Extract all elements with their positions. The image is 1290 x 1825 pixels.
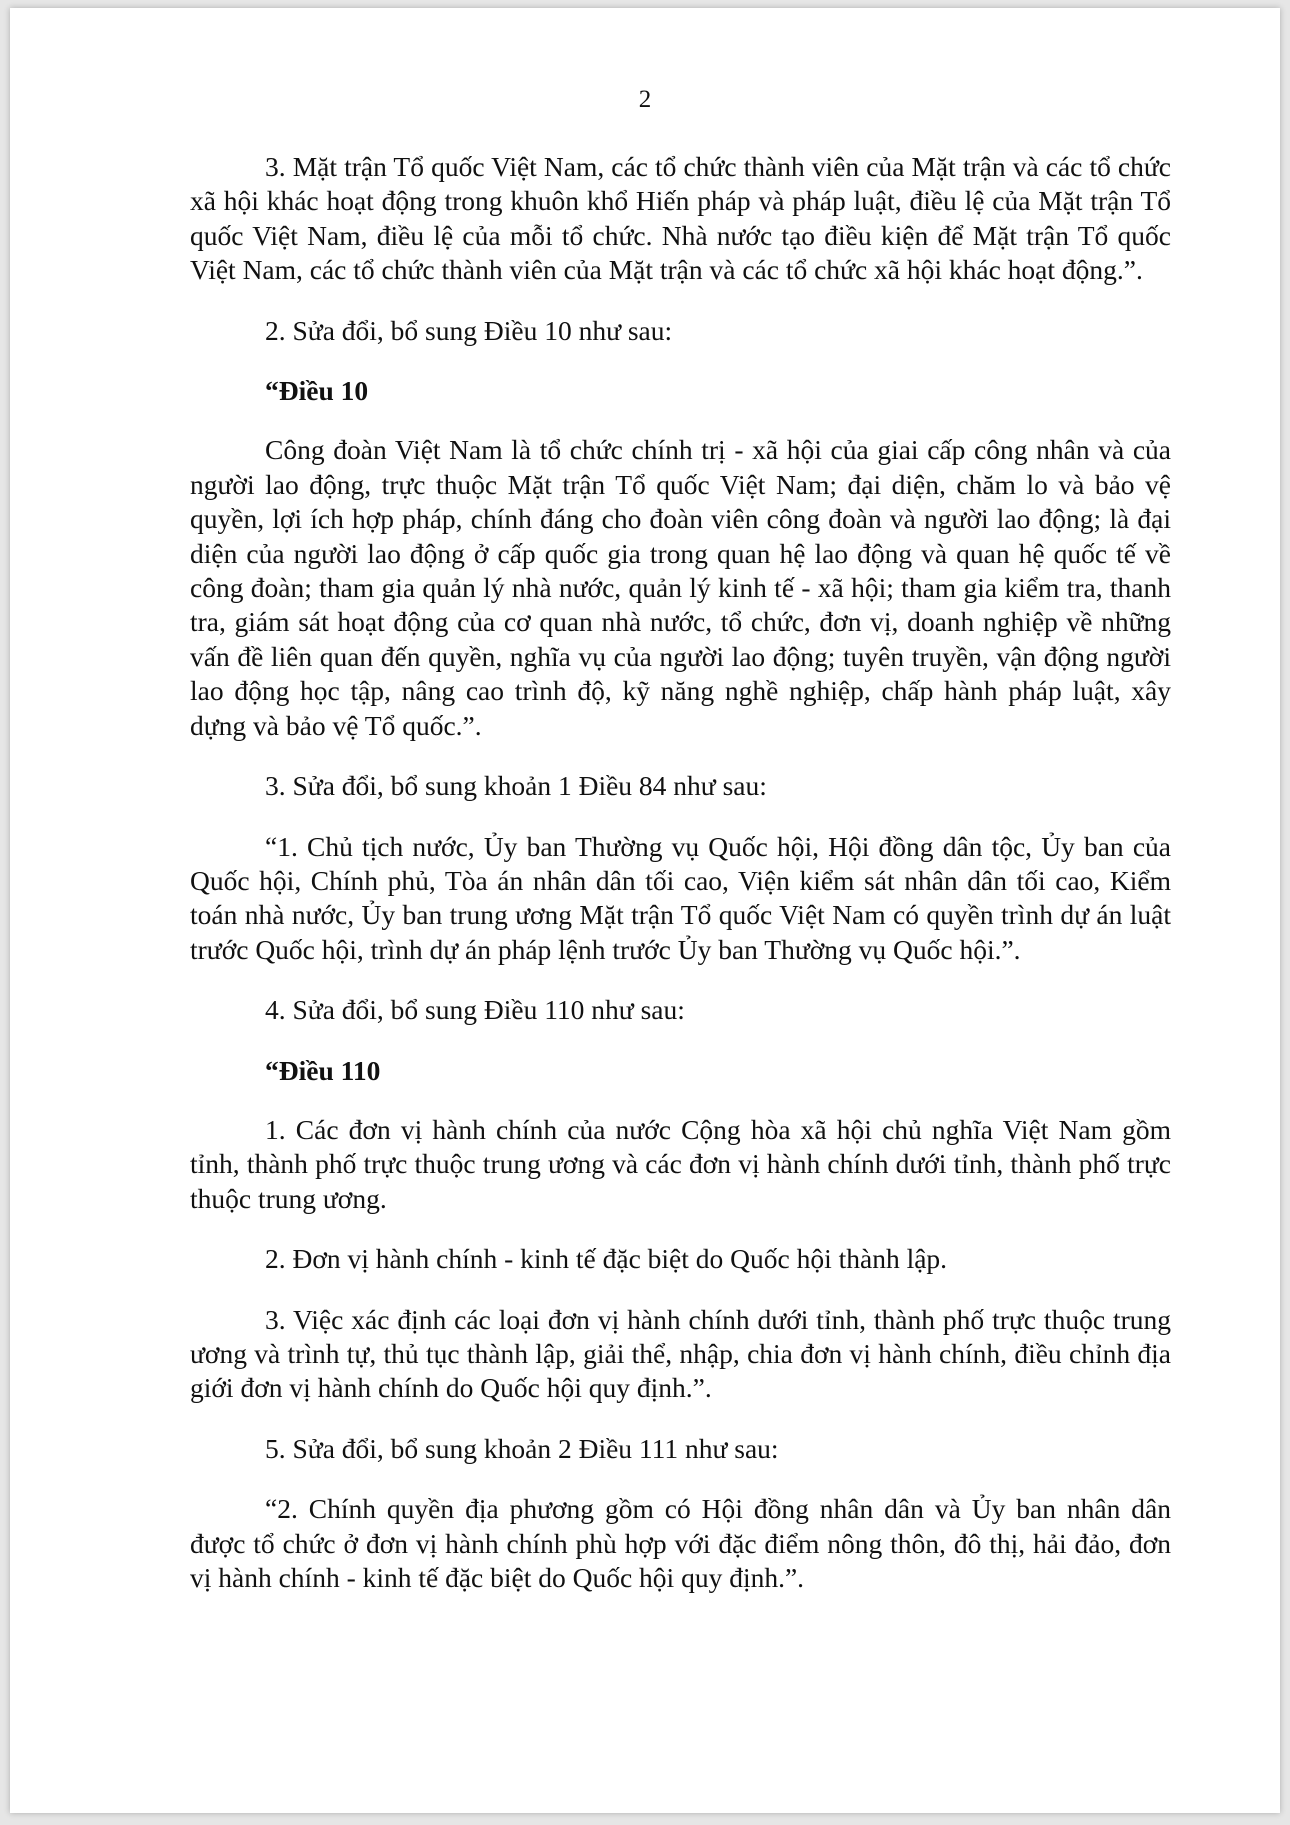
article-heading-10: “Điều 10	[265, 375, 369, 407]
paragraph-article-110-clause-3: 3. Việc xác định các loại đơn vị hành chính dưới tỉnh, thành phố trực thuộc trung ương và trình tự, thủ tục thành lập, giải thể, nhập, chia đơn vị hành chính, điều chỉnh địa giới đơn vị hành chính do Quốc hội quy định.”.	[190, 1303, 1171, 1404]
paragraph-article-10-body: Công đoàn Việt Nam là tổ chức chính trị - xã hội của giai cấp công nhân và của người lao động, trực thuộc Mặt trận Tổ quốc Việt Nam; đại diện, chăm lo và bảo vệ quyền, lợi ích hợp pháp, chính đáng cho đoàn viên công đoàn và người lao động; là đại diện của người lao động ở cấp quốc gia trong quan hệ lao động và quan hệ quốc tế về công đoàn; tham gia quản lý nhà nước, quản lý kinh tế - xã hội; tham gia kiểm tra, thanh tra, giám sát hoạt động của cơ quan nhà nước, tổ chức, đơn vị, doanh nghiệp về những vấn đề liên quan đến quyền, nghĩa vụ của người lao động; tuyên truyền, vận động người lao động học tập, nâng cao trình độ, kỹ năng nghề nghiệp, chấp hành pháp luật, xây dựng và bảo vệ Tổ quốc.”.	[190, 434, 1171, 741]
paragraph-article-84-clause-1: “1. Chủ tịch nước, Ủy ban Thường vụ Quốc hội, Hội đồng dân tộc, Ủy ban của Quốc hội, Chính phủ, Tòa án nhân dân tối cao, Viện kiểm sát nhân dân tối cao, Kiểm toán nhà nước, Ủy ban trung ương Mặt trận Tổ quốc Việt Nam có quyền trình dự án luật trước Quốc hội, trình dự án pháp lệnh trước Ủy ban Thường vụ Quốc hội.”.	[190, 830, 1171, 965]
amendment-item-3: 3. Sửa đổi, bổ sung khoản 1 Điều 84 như sau:	[265, 770, 767, 802]
paragraph-article-110-clause-1: 1. Các đơn vị hành chính của nước Cộng hòa xã hội chủ nghĩa Việt Nam gồm tỉnh, thành phố trực thuộc trung ương và các đơn vị hành chính dưới tỉnh, thành phố trực thuộc trung ương.	[190, 1113, 1171, 1214]
amendment-item-2: 2. Sửa đổi, bổ sung Điều 10 như sau:	[265, 314, 673, 346]
paragraph-article-111-clause-2: “2. Chính quyền địa phương gồm có Hội đồng nhân dân và Ủy ban nhân dân được tổ chức ở đơn vị hành chính phù hợp với đặc điểm nông thôn, đô thị, hải đảo, đơn vị hành chính - kinh tế đặc biệt do Quốc hội quy định.”.	[190, 1493, 1171, 1593]
amendment-item-5: 5. Sửa đổi, bổ sung khoản 2 Điều 111 như sau:	[265, 1432, 779, 1464]
article-heading-110: “Điều 110	[265, 1054, 381, 1086]
paragraph-article-110-clause-2: 2. Đơn vị hành chính - kinh tế đặc biệt do Quốc hội thành lập.	[265, 1243, 948, 1275]
paragraph-clause-3-mat-tran: 3. Mặt trận Tổ quốc Việt Nam, các tổ chức thành viên của Mặt trận và các tổ chức xã hội khác hoạt động trong khuôn khổ Hiến pháp và pháp luật, điều lệ của Mặt trận Tổ quốc Việt Nam, điều lệ của mỗi tổ chức. Nhà nước tạo điều kiện để Mặt trận Tổ quốc Việt Nam, các tổ chức thành viên của Mặt trận và các tổ chức xã hội khác hoạt động.”.	[190, 151, 1171, 286]
page-number: 2	[638, 86, 652, 113]
document-page	[10, 8, 1280, 1813]
amendment-item-4: 4. Sửa đổi, bổ sung Điều 110 như sau:	[265, 994, 685, 1026]
document-body	[190, 150, 1171, 1621]
